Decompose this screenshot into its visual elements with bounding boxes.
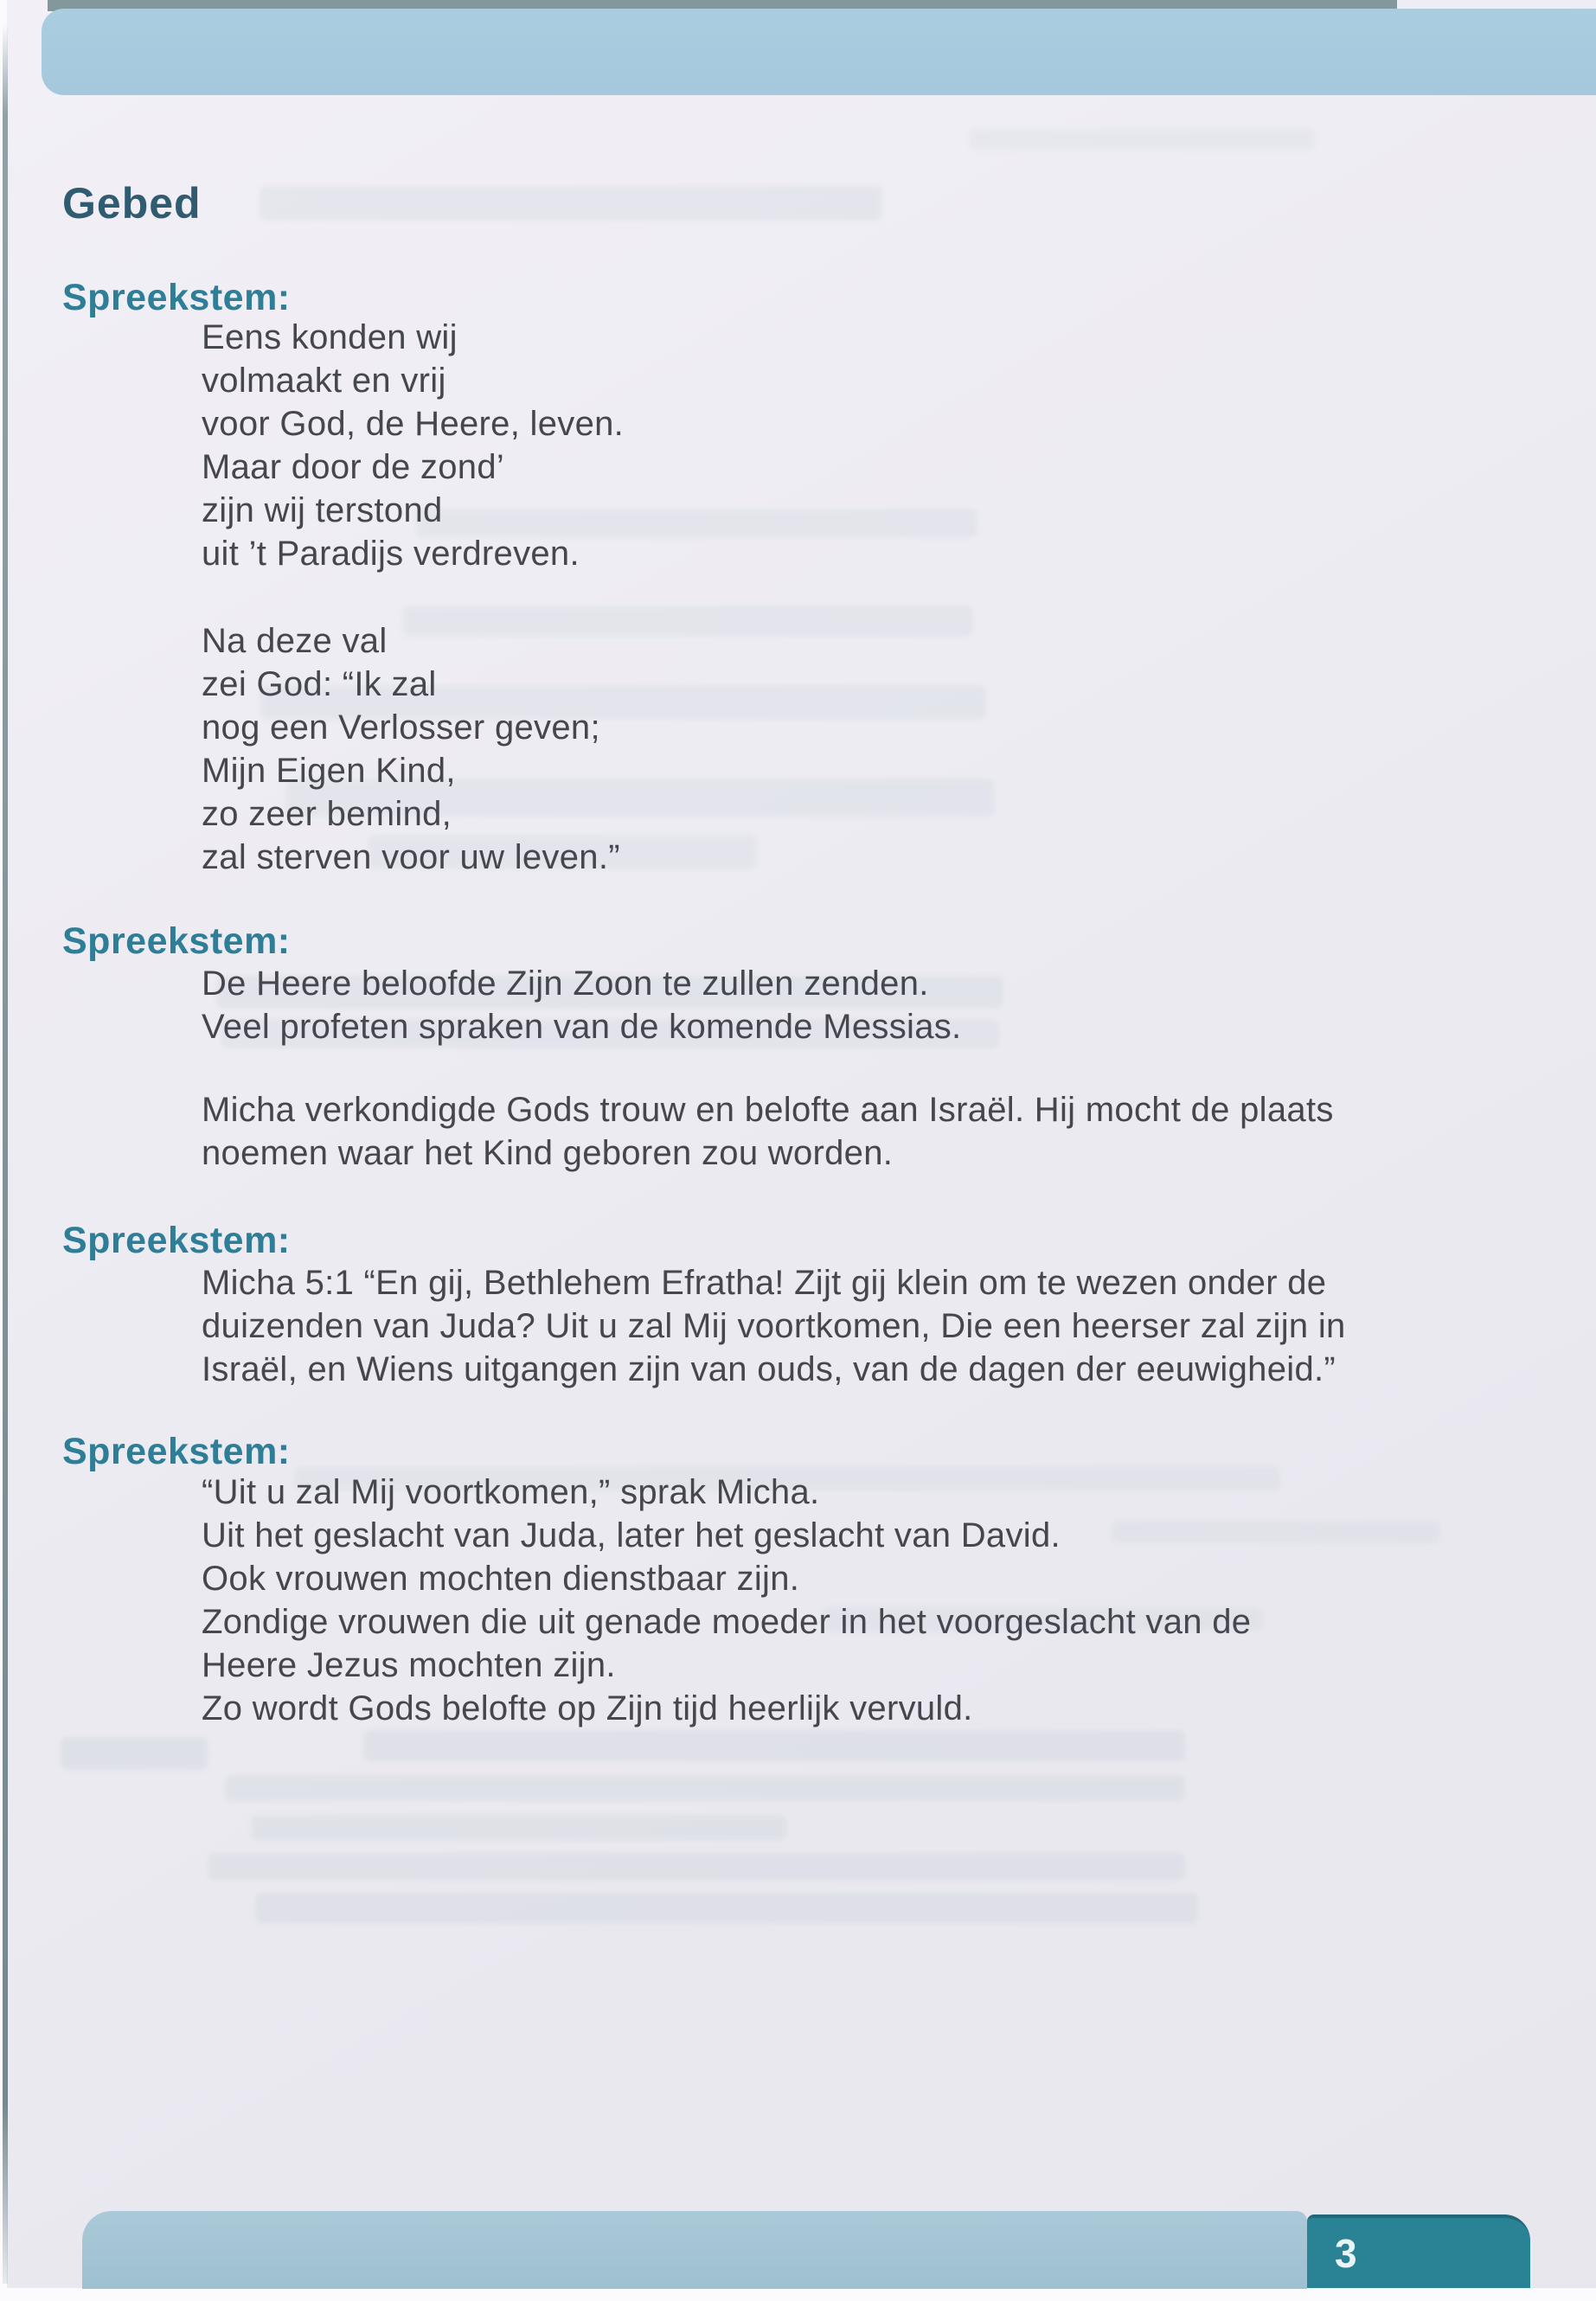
verse-line: nog een Verlosser geven;	[202, 708, 600, 747]
speaker-label-1: Spreekstem:	[62, 277, 291, 318]
verse-line: uit ’t Paradijs verdreven.	[202, 535, 580, 573]
verse-line: Maar door de zond’	[202, 448, 505, 486]
page-title: Gebed	[62, 179, 202, 228]
speaker-label-2: Spreekstem:	[62, 920, 291, 962]
verse-line: zijn wij terstond	[202, 491, 443, 529]
speech-line: De Heere beloofde Zijn Zoon te zullen zenden.	[202, 965, 929, 1003]
verse-line: zei God: “Ik zal	[202, 665, 437, 703]
quote-line: Micha 5:1 “En gij, Bethlehem Efratha! Zijt gij klein om te wezen onder de	[202, 1264, 1327, 1302]
page-left-edge	[3, 24, 8, 2284]
speech-block-2	[202, 962, 961, 1048]
speech-block-4	[202, 1471, 1251, 1730]
quote-line: Israël, en Wiens uitgangen zijn van ouds, van de dagen der eeuwigheid.”	[202, 1350, 1336, 1388]
speech-line: Zondige vrouwen die uit genade moeder in het voorgeslacht van de	[202, 1603, 1252, 1641]
verse-line: Mijn Eigen Kind,	[202, 752, 456, 790]
speech-line: Uit het geslacht van Juda, later het geslacht van David.	[202, 1516, 1061, 1554]
quote-line: duizenden van Juda? Uit u zal Mij voortkomen, Die een heerser zal zijn in	[202, 1307, 1346, 1345]
page-number-box	[1307, 2214, 1530, 2288]
bleed-through-artifact	[260, 186, 882, 221]
paragraph-line: Micha verkondigde Gods trouw en belofte aan Israël. Hij mocht de plaats	[202, 1091, 1334, 1129]
speaker-label-4: Spreekstem:	[62, 1431, 291, 1472]
page-number: 3	[1335, 2230, 1357, 2276]
bleed-through-artifact	[208, 1853, 1185, 1881]
speech-line: Ook vrouwen mochten dienstbaar zijn.	[202, 1560, 800, 1598]
speech-line: Heere Jezus mochten zijn.	[202, 1646, 616, 1684]
header-bar	[42, 9, 1596, 95]
verse-line: Eens konden wij	[202, 318, 458, 356]
micha-quote-paragraph	[202, 1261, 1346, 1391]
bleed-through-artifact	[255, 1893, 1198, 1924]
paragraph-line: noemen waar het Kind geboren zou worden.	[202, 1134, 894, 1172]
verse-block-1	[202, 316, 624, 575]
verse-line: volmaakt en vrij	[202, 362, 446, 400]
verse-line: zo zeer bemind,	[202, 795, 452, 833]
speaker-label-3: Spreekstem:	[62, 1220, 291, 1261]
micha-intro-paragraph	[202, 1088, 1334, 1175]
verse-line: Na deze val	[202, 622, 388, 660]
bleed-through-artifact	[61, 1737, 208, 1770]
bleed-through-artifact	[363, 1730, 1185, 1761]
speech-line: “Uit u zal Mij voortkomen,” sprak Micha.	[202, 1473, 820, 1511]
bleed-through-artifact	[225, 1775, 1185, 1801]
speech-line: Veel profeten spraken van de komende Messias.	[202, 1008, 962, 1046]
verse-block-2	[202, 619, 620, 879]
bleed-through-artifact	[251, 1815, 787, 1841]
verse-line: zal sterven voor uw leven.”	[202, 838, 620, 876]
speech-line: Zo wordt Gods belofte op Zijn tijd heerlijk vervuld.	[202, 1689, 973, 1727]
footer-bar	[82, 2211, 1307, 2289]
verse-line: voor God, de Heere, leven.	[202, 405, 625, 443]
bleed-through-artifact	[969, 128, 1315, 151]
